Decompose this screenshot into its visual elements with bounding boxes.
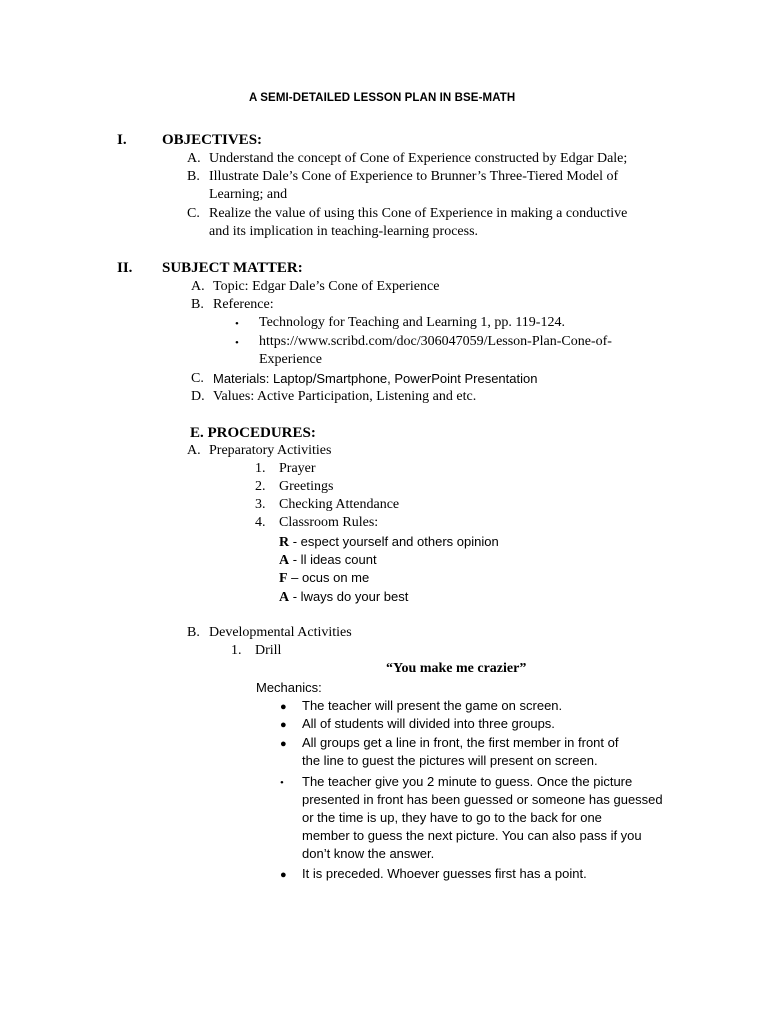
reference-link-text: https://www.scribd.com/doc/306047059/Lesson-Plan-Cone-of-: [259, 334, 612, 349]
rule-letter: F: [279, 571, 288, 586]
preparatory-item: Checking Attendance: [279, 497, 400, 512]
list-number: 1.: [231, 643, 242, 658]
section-numeral-objectives: I.: [117, 132, 127, 148]
bullet-icon: •: [235, 318, 239, 330]
objective-item-line: Realize the value of using this Cone of Experience in making a conductive: [209, 206, 628, 221]
list-number: 1.: [255, 461, 266, 476]
mechanics-item-line: the line to guest the pictures will present on screen.: [302, 753, 598, 768]
mechanics-item-line: The teacher give you 2 minute to guess. Once the picture: [302, 774, 633, 789]
list-marker: A.: [187, 443, 201, 458]
rule-text: - lways do your best: [289, 589, 409, 604]
mechanics-item-line: member to guess the next picture. You can also pass if you: [302, 828, 642, 843]
bullet-icon: •: [280, 777, 284, 789]
list-marker: B.: [187, 625, 200, 640]
objective-item-line: Understand the concept of Cone of Experience constructed by Edgar Dale;: [209, 151, 628, 166]
procedures-heading: E. PROCEDURES:: [190, 425, 316, 441]
bullet-icon: ●: [280, 738, 287, 750]
mechanics-item-line: All groups get a line in front, the first member in front of: [302, 735, 619, 750]
rule-letter: A: [279, 553, 290, 568]
list-number: 2.: [255, 479, 266, 494]
preparatory-item: Prayer: [279, 461, 316, 476]
list-marker: D.: [191, 389, 205, 404]
rule-letter: A: [279, 590, 290, 605]
bullet-icon: ●: [280, 701, 287, 713]
preparatory-item: Greetings: [279, 479, 334, 494]
preparatory-item: Classroom Rules:: [279, 515, 379, 530]
reference-label: Reference:: [213, 297, 274, 312]
subject-matter-heading: SUBJECT MATTER:: [162, 260, 303, 276]
objective-item-line: Illustrate Dale’s Cone of Experience to Brunner’s Three-Tiered Model of: [209, 169, 619, 184]
rule-text: - ll ideas count: [289, 552, 377, 567]
reference-item-line: Technology for Teaching and Learning 1, pp. 119-124.: [259, 315, 565, 330]
list-marker: A.: [187, 151, 201, 166]
bullet-icon: •: [235, 337, 239, 349]
objective-item-line: and its implication in teaching-learning process.: [209, 224, 479, 239]
list-marker: C.: [187, 206, 200, 221]
developmental-activities-label: Developmental Activities: [209, 625, 352, 640]
game-title: “You make me crazier”: [386, 661, 527, 676]
mechanics-item-line: presented in front has been guessed or someone has guessed: [302, 792, 663, 807]
values-text: Values: Active Participation, Listening and etc.: [213, 389, 477, 404]
classroom-rule: [279, 551, 377, 570]
mechanics-label: Mechanics:: [256, 680, 322, 695]
classroom-rule: [279, 588, 408, 607]
section-numeral-subject-matter: II.: [117, 260, 133, 276]
objectives-heading: OBJECTIVES:: [162, 132, 263, 148]
rule-letter: R: [279, 535, 290, 550]
list-marker: B.: [187, 169, 200, 184]
list-number: 4.: [255, 515, 266, 530]
classroom-rule: [279, 533, 499, 552]
mechanics-item-line: All of students will divided into three groups.: [302, 716, 555, 731]
bullet-icon: ●: [280, 719, 287, 731]
drill-label: Drill: [255, 643, 282, 658]
objective-item-line: Learning; and: [209, 187, 288, 202]
bullet-icon: ●: [280, 869, 287, 881]
mechanics-item-line: or the time is up, they have to go to the back for one: [302, 810, 602, 825]
list-marker: A.: [191, 279, 205, 294]
list-number: 3.: [255, 497, 266, 512]
materials-text: Materials: Laptop/Smartphone, PowerPoint Presentation: [213, 371, 538, 386]
mechanics-item-line: The teacher will present the game on screen.: [302, 698, 563, 713]
classroom-rule: [279, 569, 369, 588]
page-title: A SEMI-DETAILED LESSON PLAN IN BSE-MATH: [249, 92, 516, 104]
list-marker: C.: [191, 371, 204, 386]
topic-text: Topic: Edgar Dale’s Cone of Experience: [213, 279, 440, 294]
preparatory-activities-label: Preparatory Activities: [209, 443, 332, 458]
rule-text: - espect yourself and others opinion: [289, 534, 499, 549]
list-marker: B.: [191, 297, 204, 312]
mechanics-item-line: don’t know the answer.: [302, 846, 435, 861]
rule-text: – ocus on me: [287, 570, 370, 585]
mechanics-item-line: It is preceded. Whoever guesses first has a point.: [302, 866, 587, 881]
reference-link-text: Experience: [259, 352, 322, 367]
